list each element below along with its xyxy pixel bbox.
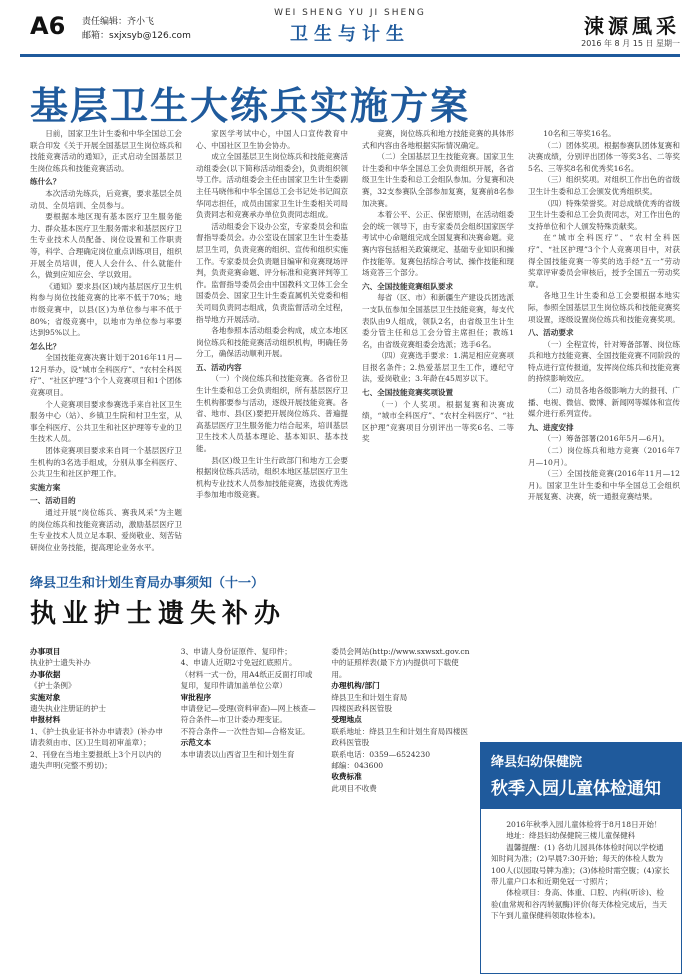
section-title: 卫生与计生 (290, 24, 410, 45)
article-paragraph: （二）团体奖项。根据参赛队团体复赛和决赛成绩，分别评出团体一等奖3名、二等奖5名、三等奖8名和优秀奖16名。 (528, 140, 680, 173)
article-paragraph: 要根据本地区现有基本医疗卫生服务能力、群众基本医疗卫生服务需求和基层医疗卫生专业技术人员配备、岗位设置和工作职责等，科学、合理确定岗位重点训练项目，组织开展全员培训，使人人会什么、什么就能什么，做到应知应会、学以致用。 (30, 212, 182, 280)
article-paragraph: 《通知》要求县(区)域内基层医疗卫生机构参与岗位技能竞赛的比率不低于70%；地市级竞赛中，以县(区)为单位参与率不低于80%；省级竞赛中，以地市为单位参与率要达到95%以上。 (30, 281, 182, 338)
article-body (30, 128, 680, 560)
article-paragraph: 各地卫生计生委和总工会要根据本地实际，参照全国基层卫生岗位练兵和技能竞赛奖项设置，逐级设置岗位练兵和技能竞赛奖项。 (528, 291, 680, 324)
article-paragraph: 在“城市全科医疗”、“农村全科医疗”、“社区护理”3个个人竞赛项目中，对获得全国技能竞赛一等奖的选手经“五一”劳动奖章评审委员会审核后，授予全国五一劳动奖章。 (528, 233, 680, 289)
article-paragraph: （四）竞赛选手要求：1.满足相应竞赛项目报名条件；2.热爱基层卫生工作，遵纪守法，爱岗敬业；3.年龄在45周岁以下。 (362, 351, 514, 384)
box-header (481, 743, 681, 809)
notice-text: 执业护士遗失补办 (30, 658, 91, 668)
notice-heading: 示范文本 (180, 738, 212, 748)
notice-text: 联系地址：绛县卫生和计划生育局四楼医政科医管股 (331, 726, 469, 748)
page-number: A6 (30, 12, 66, 40)
notice-text: 1、《护士执业证书补办申请表》(补办申请表须由市、区)卫生局初审盖章）； (30, 726, 164, 748)
article-paragraph: 成立全国基层卫生岗位练兵和技能竞赛活动组委会(以下简称活动组委会)，负责组织领导工作。活动组委会主任由国家卫生计生委副主任马晓伟和中华全国总工会书记处书记阎京华同志担任，成员由国家卫生计生委相关司局负责同志和竞赛承办单位负责同志组成。 (196, 152, 348, 220)
article-subheading: 实施方案 (30, 482, 61, 492)
article-subheading: 七、全国技能竞赛奖项设置 (362, 388, 454, 398)
box-body (481, 809, 681, 932)
article-subheading: 一、活动目的 (30, 496, 76, 506)
notice-title: 执业护士遗失补办 (30, 599, 287, 629)
article-paragraph: 每省（区、市）和新疆生产建设兵团选派一支队伍参加全国基层卫生技能竞赛，每支代表队由9人组成，领队2名，由省级卫生计生委分管主任和总工会分管主席担任；教练1名，由省级竞赛组委会选派；选手6名。 (362, 293, 514, 349)
article-paragraph: 全国技能竞赛决赛计划于2016年11月—12月举办，设“城市全科医疗”、“农村全科医疗”、“社区护理”3个个人竞赛项目和1个团体竞赛项目。 (30, 353, 182, 398)
box-paragraph: 2016年秋季入园儿童体检将于8月18日开始！ (506, 820, 662, 829)
article-column (528, 128, 680, 560)
article-column (196, 128, 348, 560)
issue-date: 2016 年 8 月 15 日 星期一 (581, 39, 680, 48)
notice-heading: 收费标准 (331, 772, 362, 782)
article-headline: 基层卫生大练兵实施方案 (30, 84, 471, 128)
article-paragraph: （一）筹备部署(2016年5月—6月)。 (543, 434, 670, 444)
article-subheading: 九、进度安排 (528, 422, 574, 432)
article-subheading: 五、活动内容 (196, 362, 242, 372)
article-paragraph: 团体竞赛项目要求来自同一个基层医疗卫生机构的3名选手组成，分别从事全科医疗、公共卫生和社区护理工作。 (30, 446, 182, 479)
article-paragraph: 本次活动先练兵，后竞赛，要求基层全员动员、全员培训、全员参与。 (30, 188, 182, 210)
article-subheading: 怎么比？ (30, 341, 61, 351)
article-paragraph: （一）个人奖项。根据复赛和决赛成绩，“城市全科医疗”、“农村全科医疗”、“社区护理”竞赛项目分别评出一等奖6名、二等奖 (362, 399, 514, 444)
notice-column (181, 646, 320, 794)
masthead-divider (20, 54, 680, 57)
article-paragraph: 各地参照本活动组委会构成，成立本地区岗位练兵和技能竞赛活动组织机构，明确任务分工，确保活动顺利开展。 (196, 326, 348, 359)
health-check-notice-box (480, 742, 682, 974)
box-paragraph: 温馨提醒：(1) 各幼儿园具体体检时间以学校通知时间为准；(2)早晨7:30开始；每天的体检人数为100人(以园取号牌为准)；(3)体检时需空腹；(4)家长带儿童户口本和近期免冠一寸照片； (491, 842, 670, 887)
notice-text: 《护士条例》 (30, 681, 76, 691)
article-paragraph: 通过开展“岗位练兵、赛我风采”为主题的岗位练兵和技能竞赛活动，激励基层医疗卫生专业技术人员立足本职、爱岗敬业、刻苦钻研岗位业务技能，提高理论业务水平。 (30, 508, 182, 552)
article-paragraph: 家医学考试中心，中国人口宣传教育中心、中国社区卫生协会协办。 (196, 129, 348, 150)
article-subheading: 八、活动要求 (528, 328, 574, 338)
article-subheading: 六、全国技能竞赛组队要求 (362, 281, 454, 291)
box-paragraph: 体检项目：身高、体重、口腔、内科(听诊)、检验(血常规和谷丙转氨酶)评价(每天体检完成后，当天下午到儿童保健科领取体检本)。 (491, 888, 667, 921)
notice-text: （材料一式一份，用A4纸正反面打印或复印，复印件请加盖单位公章） (180, 669, 313, 691)
article-paragraph: （三）全国技能竞赛(2016年11月—12月)。国家卫生计生委和中华全国总工会组织开展复赛、决赛，统一通报竞赛结果。 (528, 469, 680, 502)
article-paragraph: 竞赛，岗位练兵和地方技能竞赛的具体形式和内容由各地根据实际情况确定。 (362, 129, 514, 150)
brand-logo: 涑源風采 (584, 14, 680, 38)
notice-column (331, 646, 470, 794)
article-paragraph: 日前，国家卫生计生委和中华全国总工会联合印发《关于开展全国基层卫生岗位练兵和技能竞赛活动的通知》，正式启动全国基层卫生岗位练兵和技能竞赛活动。 (30, 129, 182, 173)
notice-heading: 办理机构/部门 (331, 681, 380, 691)
notice-text: 申请登记—受理(资料审查)—网上核查—符合条件—市卫计委办理变证。 (180, 704, 316, 725)
article-paragraph: （一）个岗位练兵和技能竞赛。各省份卫生计生委和总工会负责组织，所有基层医疗卫生机构都要参与活动，逐级开展技能竞赛。各省、地市、县(区)要把开展岗位练兵、普遍提高基层医疗卫生服务能力结合起来，培训基层卫生技术人员基本理论、基本知识、基本技能。 (196, 374, 348, 454)
notice-heading: 申报材料 (30, 715, 61, 725)
article-paragraph: （三）组织奖项。对组织工作出色的省级卫生计生委和总工会颁发优秀组织奖。 (528, 175, 680, 196)
article-paragraph: 个人竞赛项目要求参赛选手来自社区卫生服务中心（站）、乡镇卫生院和村卫生室，从事全科医疗、公共卫生和社区护理等专业的卫生技术人员。 (30, 399, 182, 444)
article-paragraph: （二）动员各地各级影响力大的报刊、广播、电视、微信、微博、新闻网等媒体和宣传媒介进行系列宣传。 (528, 386, 680, 419)
article-paragraph: 县(区)级卫生计生行政部门和地方工会要根据岗位练兵活动，组织本地区基层医疗卫生机构专业技术人员参加技能竞赛，选拔优秀选手参加地市级竞赛。 (196, 455, 348, 500)
box-paragraph: 地址：绛县妇幼保健院三楼儿童保健科 (506, 831, 636, 841)
notice-heading: 办事依据 (30, 669, 61, 679)
notice-text: 4、申请人近期2寸免冠红底照片。 (180, 658, 297, 668)
notice-text: 不符合条件—一次性告知—合格发证。 (180, 726, 310, 736)
notice-heading: 受理地点 (331, 715, 362, 725)
article-paragraph: 10名和三等奖16名。 (543, 129, 616, 138)
article-paragraph: 活动组委会下设办公室，专家委员会和监督指导委员会。办公室设在国家卫生计生委基层卫生司，负责竞赛的组织、宣传和组织实施工作。专家委员会负责题目编审和竞赛现场评判，负责竞赛命题、评分标准和竞赛评判等工作。监督指导委员会由中国教科文卫体工会全国委员会、国家卫生计生委直属机关党委和相关司局负责同志组成，负责监督活动全过程，指导地方开展活动。 (196, 221, 348, 324)
notice-text: 邮编：043600 (331, 761, 384, 771)
notice-text: 本申请表以山西省卫生和计划生育 (180, 749, 295, 759)
notice-text: 3、申请人身份证原件、复印件； (180, 647, 292, 656)
article-column (30, 128, 182, 560)
notice-text: 联系电话：0359—6524230 (331, 749, 431, 759)
article-column (362, 128, 514, 560)
box-kicker: 绛县妇幼保健院 (491, 755, 583, 770)
notice-body (30, 646, 470, 794)
notice-text: 委员会网站(http://www.sxwsxt.gov.cn中的证照样表(最下方)内提供可下载使用。 (331, 647, 470, 679)
section-header (240, 8, 460, 46)
notice-text: 四楼医政科医管股 (331, 704, 393, 714)
notice-heading: 办事项目 (30, 647, 61, 656)
editor-line: 责任编辑：齐小飞 (82, 17, 155, 27)
notice-heading: 实施对象 (30, 692, 61, 702)
article-subheading: 练什么？ (30, 177, 61, 187)
notice-text: 2、刊登在当地主要报纸上3个月以内的遗失声明(完整不剪切)； (30, 749, 162, 771)
article-paragraph: 本着公平、公正、保密原则，在活动组委会的统一领导下，由专家委员会组织国家医学考试中心命题组完成全国复赛和决赛命题。竞赛内容包括相关政策规定、基础专业知识和操作技能等。复赛包括综合考试、操作技能和现场竞答三个部分。 (362, 210, 514, 278)
notice-text: 此项目不收费 (331, 783, 377, 793)
editor-info (82, 15, 191, 43)
notice-heading: 审批程序 (180, 692, 212, 702)
section-pinyin: WEI SHENG YU JI SHENG (274, 8, 426, 18)
notice-kicker: 绛县卫生和计划生育局办事须知（十一） (30, 576, 265, 591)
notice-section (30, 572, 470, 972)
article-paragraph: （四）特殊荣誉奖。对总成绩优秀的省级卫生计生委和总工会负责同志，对工作出色的支持单位和个人颁发特殊贡献奖。 (528, 198, 680, 231)
notice-text: 绛县卫生和计划生育局 (331, 692, 408, 702)
notice-column (30, 646, 169, 794)
email-line: 邮箱：sxjxsyb@126.com (82, 31, 191, 41)
article-paragraph: （二）岗位练兵和地方竞赛（2016年7月—10月）。 (528, 446, 680, 467)
masthead (0, 0, 700, 56)
box-title: 秋季入园儿童体检通知 (491, 779, 661, 799)
article-paragraph: （二）全国基层卫生技能竞赛。国家卫生计生委和中华全国总工会负责组织开展，各省级卫生计生委和总工会组队参加。分复赛和决赛，32支参赛队全部参加复赛，复赛前8名参加决赛。 (362, 152, 514, 208)
article-paragraph: （一）全程宣传，针对筹备部署、岗位练兵和地方技能竞赛、全国技能竞赛不同阶段的特点进行宣传报道，发挥岗位练兵和技能竞赛的持续影响效应。 (528, 339, 680, 384)
notice-text: 遗失执业注册证的护士 (30, 704, 106, 714)
